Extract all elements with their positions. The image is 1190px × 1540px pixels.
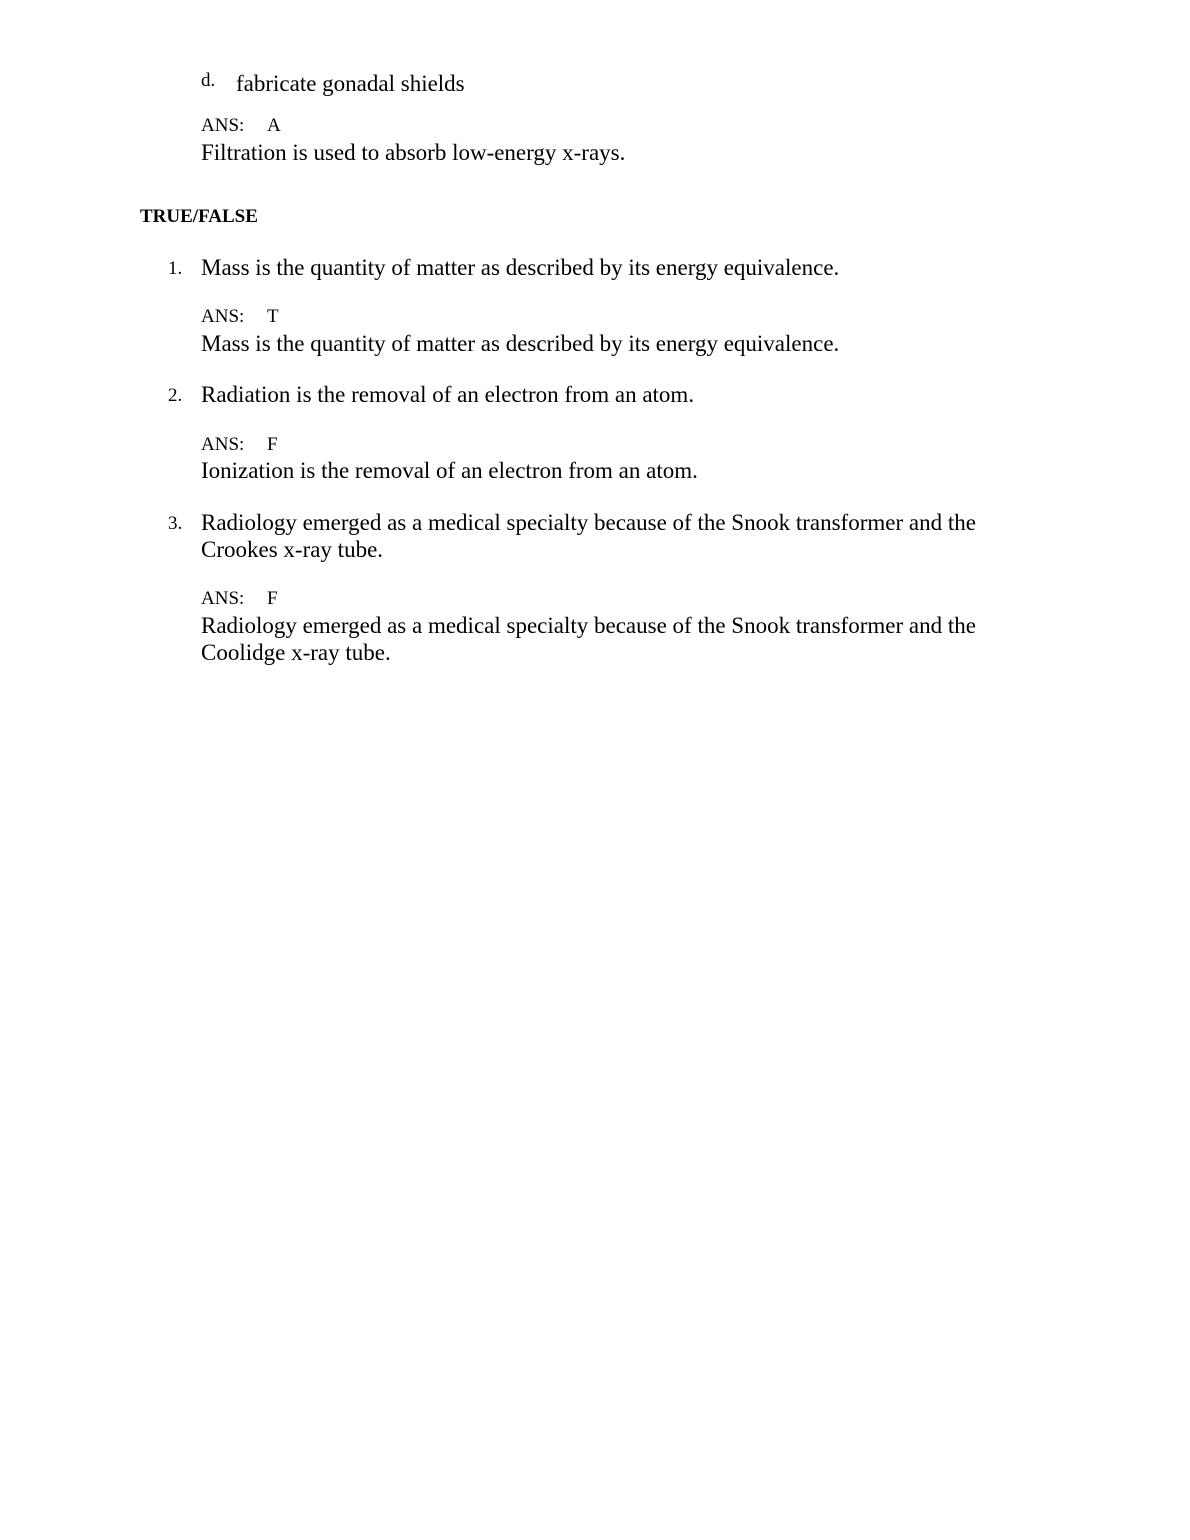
answer-line (201, 115, 281, 137)
question-text: Mass is the quantity of matter as described by its energy equivalence. (201, 255, 840, 280)
answer-value: F (267, 588, 278, 609)
answer-value: T (267, 306, 279, 327)
answer-line (201, 434, 278, 456)
answer-explanation: Mass is the quantity of matter as described by its energy equivalence. (201, 331, 840, 356)
option-d (201, 70, 215, 92)
answer-label: ANS: (201, 588, 245, 609)
answer-explanation: Ionization is the removal of an electron from an atom. (201, 458, 698, 483)
answer-label: ANS: (201, 434, 245, 455)
answer-value: F (267, 434, 278, 455)
answer-label: ANS: (201, 115, 245, 136)
answer-value: A (267, 115, 281, 136)
answer-explanation: Filtration is used to absorb low-energy x-rays. (201, 140, 626, 165)
option-d-text: fabricate gonadal shields (236, 71, 465, 96)
question-text: Radiation is the removal of an electron from an atom. (201, 382, 695, 407)
question-number: 3. (168, 513, 183, 534)
answer-label: ANS: (201, 306, 245, 327)
answer-line (201, 588, 278, 610)
question-number: 2. (168, 385, 183, 406)
section-title: TRUE/FALSE (140, 206, 258, 227)
question-number: 1. (168, 258, 183, 279)
question-text: Radiology emerged as a medical specialty because of the Snook transformer and the Crookes x-ray tube. (201, 510, 976, 562)
answer-explanation: Radiology emerged as a medical specialty because of the Snook transformer and the Coolidge x-ray tube. (201, 613, 976, 665)
answer-line (201, 306, 279, 328)
option-letter: d. (201, 70, 216, 91)
